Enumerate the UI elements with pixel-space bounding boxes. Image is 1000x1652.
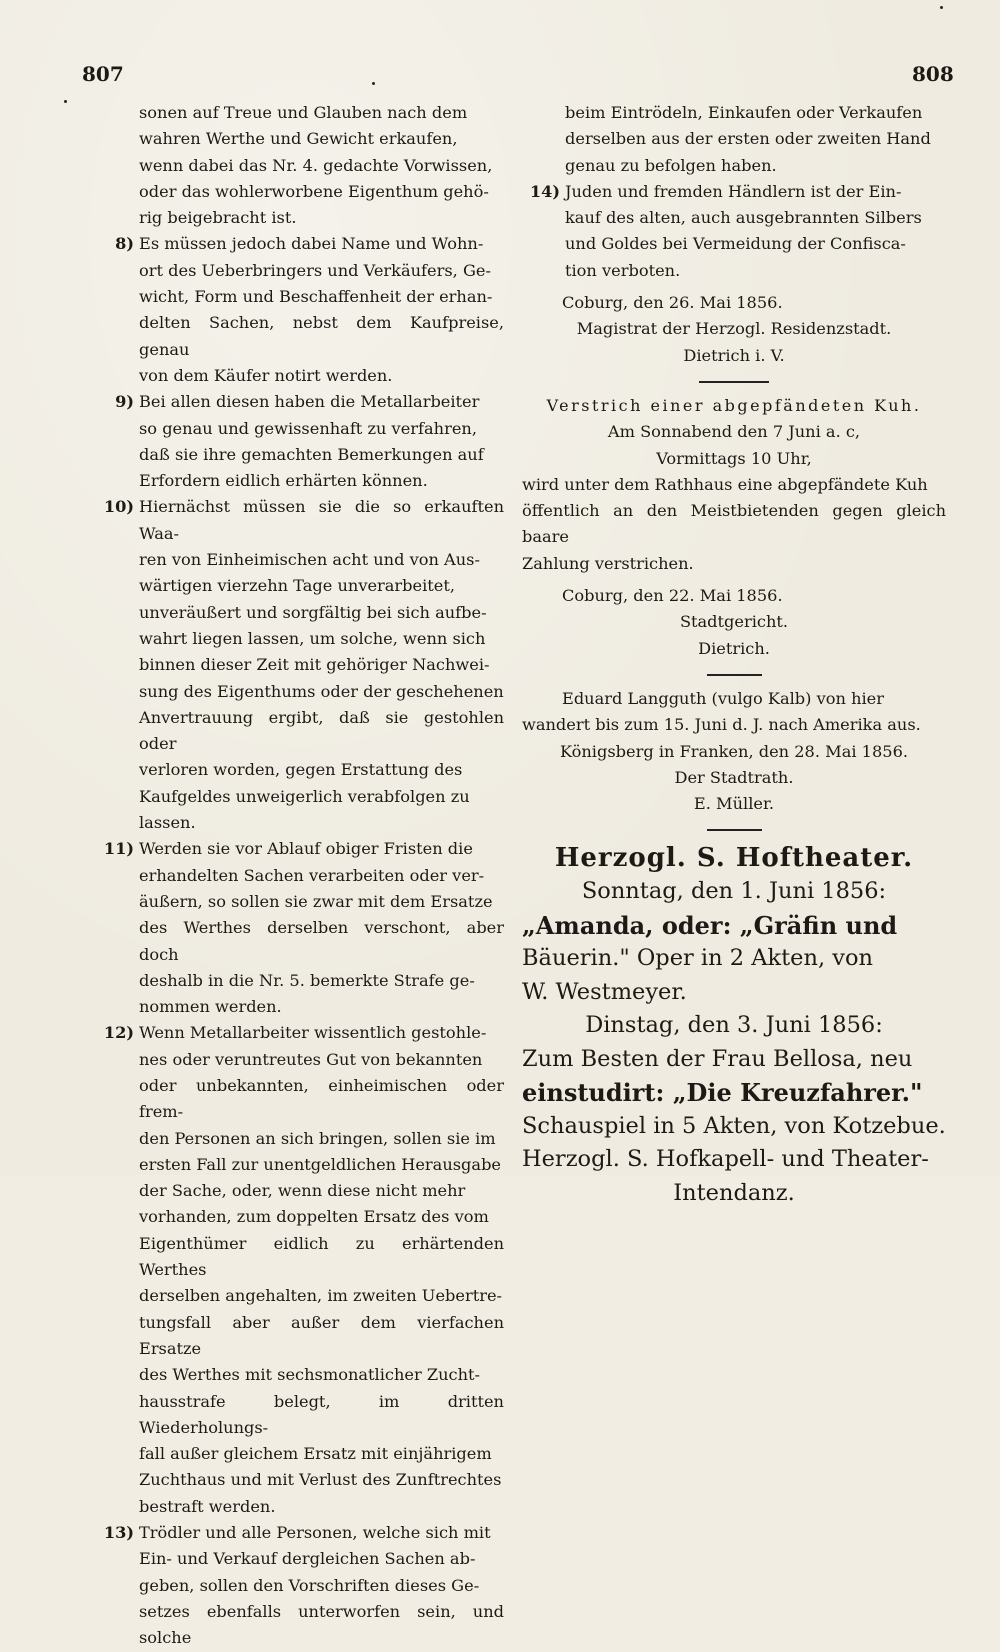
text-line: ort des Ueberbringers und Verkäufers, Ge- — [139, 260, 491, 280]
text-line: setzes ebenfalls unterworfen sein, und solche — [139, 1601, 504, 1648]
text-line: wahrt liegen lassen, um solche, wenn sich — [139, 628, 486, 648]
text-line: ren von Einheimischen acht und von Aus- — [139, 550, 480, 570]
section-divider — [707, 674, 762, 676]
paragraph-number: 13) — [103, 1523, 134, 1543]
theater-title: Herzogl. S. Hoftheater. — [554, 843, 914, 874]
text-line: rig beigebracht ist. — [139, 208, 297, 228]
text-line: wärtigen vierzehn Tage unverarbeitet, — [139, 576, 456, 596]
auction-place-date: Coburg, den 22. Mai 1856. — [562, 586, 783, 606]
text-line: derselben angehalten, im zweiten Uebertre- — [139, 1286, 502, 1306]
theater-play-2-line: Zum Besten der Frau Bellosa, neu — [522, 1045, 913, 1072]
text-line: Bei allen diesen haben die Metallarbeiter — [139, 392, 480, 412]
text-line: unveräußert und sorgfältig bei sich aufbe- — [139, 602, 487, 622]
text-line: wandert bis zum 15. Juni d. J. nach Amerika aus. — [522, 715, 921, 735]
text-line: Ein- und Verkauf dergleichen Sachen ab- — [139, 1549, 476, 1569]
text-line: des Werthes mit sechsmonatlicher Zucht- — [139, 1365, 480, 1385]
text-line: Wenn Metallarbeiter wissentlich gestohle- — [139, 1023, 487, 1043]
text-line: daß sie ihre gemachten Bemerkungen auf — [139, 444, 484, 464]
paragraph-number: 14) — [529, 181, 560, 201]
text-line: Zahlung verstrichen. — [522, 553, 694, 573]
auction-body — [522, 472, 946, 577]
auction-time-line: Vormittags 10 Uhr, — [656, 448, 812, 468]
theater-play-1-line: „Amanda, oder: „Gräfin und — [522, 910, 898, 940]
theater-play-1-line: W. Westmeyer. — [522, 978, 687, 1005]
theater-day-1: Sonntag, den 1. Juni 1856: — [581, 878, 887, 905]
theater-play-1-line: Bäuerin." Oper in 2 Akten, von — [522, 945, 874, 972]
text-line: nes oder veruntreutes Gut von bekannten — [139, 1049, 483, 1069]
text-line: ersten Fall zur unentgeldlichen Herausgabe — [139, 1154, 502, 1174]
print-speck — [372, 82, 375, 85]
text-line: genau zu befolgen haben. — [565, 155, 777, 175]
paragraph-number: 9) — [115, 392, 134, 412]
text-line: deshalb in die Nr. 5. bemerkte Strafe ge- — [139, 970, 475, 990]
text-line: wahren Werthe und Gewicht erkaufen, — [139, 129, 458, 149]
text-line: Es müssen jedoch dabei Name und Wohn- — [139, 234, 484, 254]
text-line: des Werthes derselben verschont, aber doch — [139, 918, 504, 964]
text-line: oder unbekannten, einheimischen oder frem- — [139, 1075, 504, 1122]
decree-place-date: Coburg, den 26. Mai 1856. — [562, 293, 783, 313]
text-line: delten Sachen, nebst dem Kaufpreise, genau — [139, 313, 504, 359]
paragraph-10 — [96, 494, 504, 836]
decree-authority: Magistrat der Herzogl. Residenzstadt. — [576, 319, 892, 339]
text-line: Zuchthaus und mit Verlust des Zunftrechtes — [139, 1470, 502, 1490]
text-line: verloren worden, gegen Erstattung des — [139, 760, 463, 780]
page-number-right: 808 — [912, 62, 954, 86]
paragraph-11 — [96, 836, 504, 1020]
text-line: erhandelten Sachen verarbeiten oder ver- — [139, 865, 485, 885]
text-line: der Sache, oder, wenn diese nicht mehr — [139, 1181, 466, 1201]
text-line: oder das wohlerworbene Eigenthum gehö- — [139, 181, 489, 201]
text-line: sung des Eigenthums oder der geschehenen — [139, 681, 504, 701]
text-line: den Personen an sich bringen, sollen sie im — [139, 1128, 496, 1148]
page-number-left: 807 — [82, 62, 124, 86]
section-divider — [699, 381, 769, 383]
text-line: Kaufgeldes unweigerlich verabfolgen zu — [139, 786, 470, 806]
paragraph-number: 12) — [103, 1023, 134, 1043]
text-line: lassen. — [139, 813, 196, 833]
text-line: öffentlich an den Meistbietenden gegen gleich baare — [522, 501, 946, 547]
intro-paragraph — [96, 100, 504, 231]
paragraph-number: 8) — [115, 234, 134, 254]
emigration-place-date: Königsberg in Franken, den 28. Mai 1856. — [559, 741, 909, 761]
text-line: derselben aus der ersten oder zweiten Hand — [565, 129, 931, 149]
decree-signature: Dietrich i. V. — [683, 345, 785, 365]
text-line: hausstrafe belegt, im dritten Wiederholungs- — [139, 1391, 504, 1437]
auction-signature: Dietrich. — [698, 638, 770, 658]
theater-program — [522, 875, 946, 1210]
text-line: geben, sollen den Vorschriften dieses Ge- — [139, 1575, 480, 1595]
paragraph-13 — [96, 1520, 504, 1651]
text-line: von dem Käufer notirt werden. — [139, 365, 393, 385]
text-line: bestraft werden. — [139, 1496, 276, 1516]
text-line: vorhanden, zum doppelten Ersatz des vom — [139, 1207, 489, 1227]
emigration-notice — [522, 686, 946, 739]
theater-day-2: Dinstag, den 3. Juni 1856: — [585, 1012, 883, 1039]
theater-management-line: Intendanz. — [673, 1179, 795, 1206]
text-line: nommen werden. — [139, 997, 282, 1017]
auction-date-line: Am Sonnabend den 7 Juni a. c, — [607, 422, 861, 442]
text-line: und Goldes bei Vermeidung der Confisca- — [565, 234, 906, 254]
text-line: Werden sie vor Ablauf obiger Fristen die — [139, 839, 473, 859]
emigration-signature: E. Müller. — [693, 794, 775, 814]
text-line: fall außer gleichem Ersatz mit einjährigem — [139, 1444, 492, 1464]
text-line: tion verboten. — [565, 260, 681, 280]
paragraph-14 — [522, 179, 946, 284]
text-line: kauf des alten, auch ausgebrannten Silbers — [565, 208, 922, 228]
text-line: so genau und gewissenhaft zu verfahren, — [139, 418, 477, 438]
auction-heading: Verstrich einer abgepfändeten Kuh. — [546, 395, 922, 415]
text-line: Eigenthümer eidlich zu erhärtenden Werthes — [139, 1233, 504, 1280]
paragraph-8 — [96, 231, 504, 389]
text-line: Anvertrauung ergibt, daß sie gestohlen oder — [139, 707, 504, 754]
section-divider — [707, 829, 762, 831]
text-line: Eduard Langguth (vulgo Kalb) von hier — [562, 688, 884, 708]
print-speck — [940, 6, 943, 9]
text-line: wird unter dem Rathhaus eine abgepfändete Kuh — [522, 474, 928, 494]
paragraph-number: 10) — [103, 497, 134, 517]
text-line: äußern, so sollen sie zwar mit dem Ersatze — [139, 891, 493, 911]
right-column — [522, 100, 946, 1210]
paragraph-number: 11) — [103, 839, 134, 859]
paragraph-9 — [96, 389, 504, 494]
text-line: wicht, Form und Beschaffenheit der erhan- — [139, 287, 493, 307]
text-line: tungsfall aber außer dem vierfachen Ersatze — [139, 1312, 504, 1358]
left-column — [96, 100, 504, 1652]
theater-management-line: Herzogl. S. Hofkapell- und Theater- — [522, 1146, 929, 1173]
text-line: binnen dieser Zeit mit gehöriger Nachwei- — [139, 655, 490, 675]
text-line: beim Eintrödeln, Einkaufen oder Verkaufen — [565, 103, 923, 122]
theater-play-2-line: einstudirt: „Die Kreuzfahrer." — [522, 1078, 923, 1108]
auction-authority: Stadtgericht. — [679, 612, 789, 632]
text-line: Trödler und alle Personen, welche sich mit — [139, 1523, 491, 1543]
theater-play-2-line: Schauspiel in 5 Akten, von Kotzebue. — [522, 1112, 946, 1139]
text-line: Juden und fremden Händlern ist der Ein- — [565, 181, 902, 201]
paragraph-12 — [96, 1020, 504, 1520]
text-line: Erfordern eidlich erhärten können. — [139, 471, 428, 491]
text-line: sonen auf Treue und Glauben nach dem — [139, 103, 468, 122]
print-speck — [64, 100, 67, 103]
carry-over-paragraph — [522, 100, 946, 179]
text-line: wenn dabei das Nr. 4. gedachte Vorwissen, — [139, 155, 493, 175]
emigration-authority: Der Stadtrath. — [674, 767, 794, 787]
text-line: Hiernächst müssen sie die so erkauften Waa- — [139, 497, 504, 543]
